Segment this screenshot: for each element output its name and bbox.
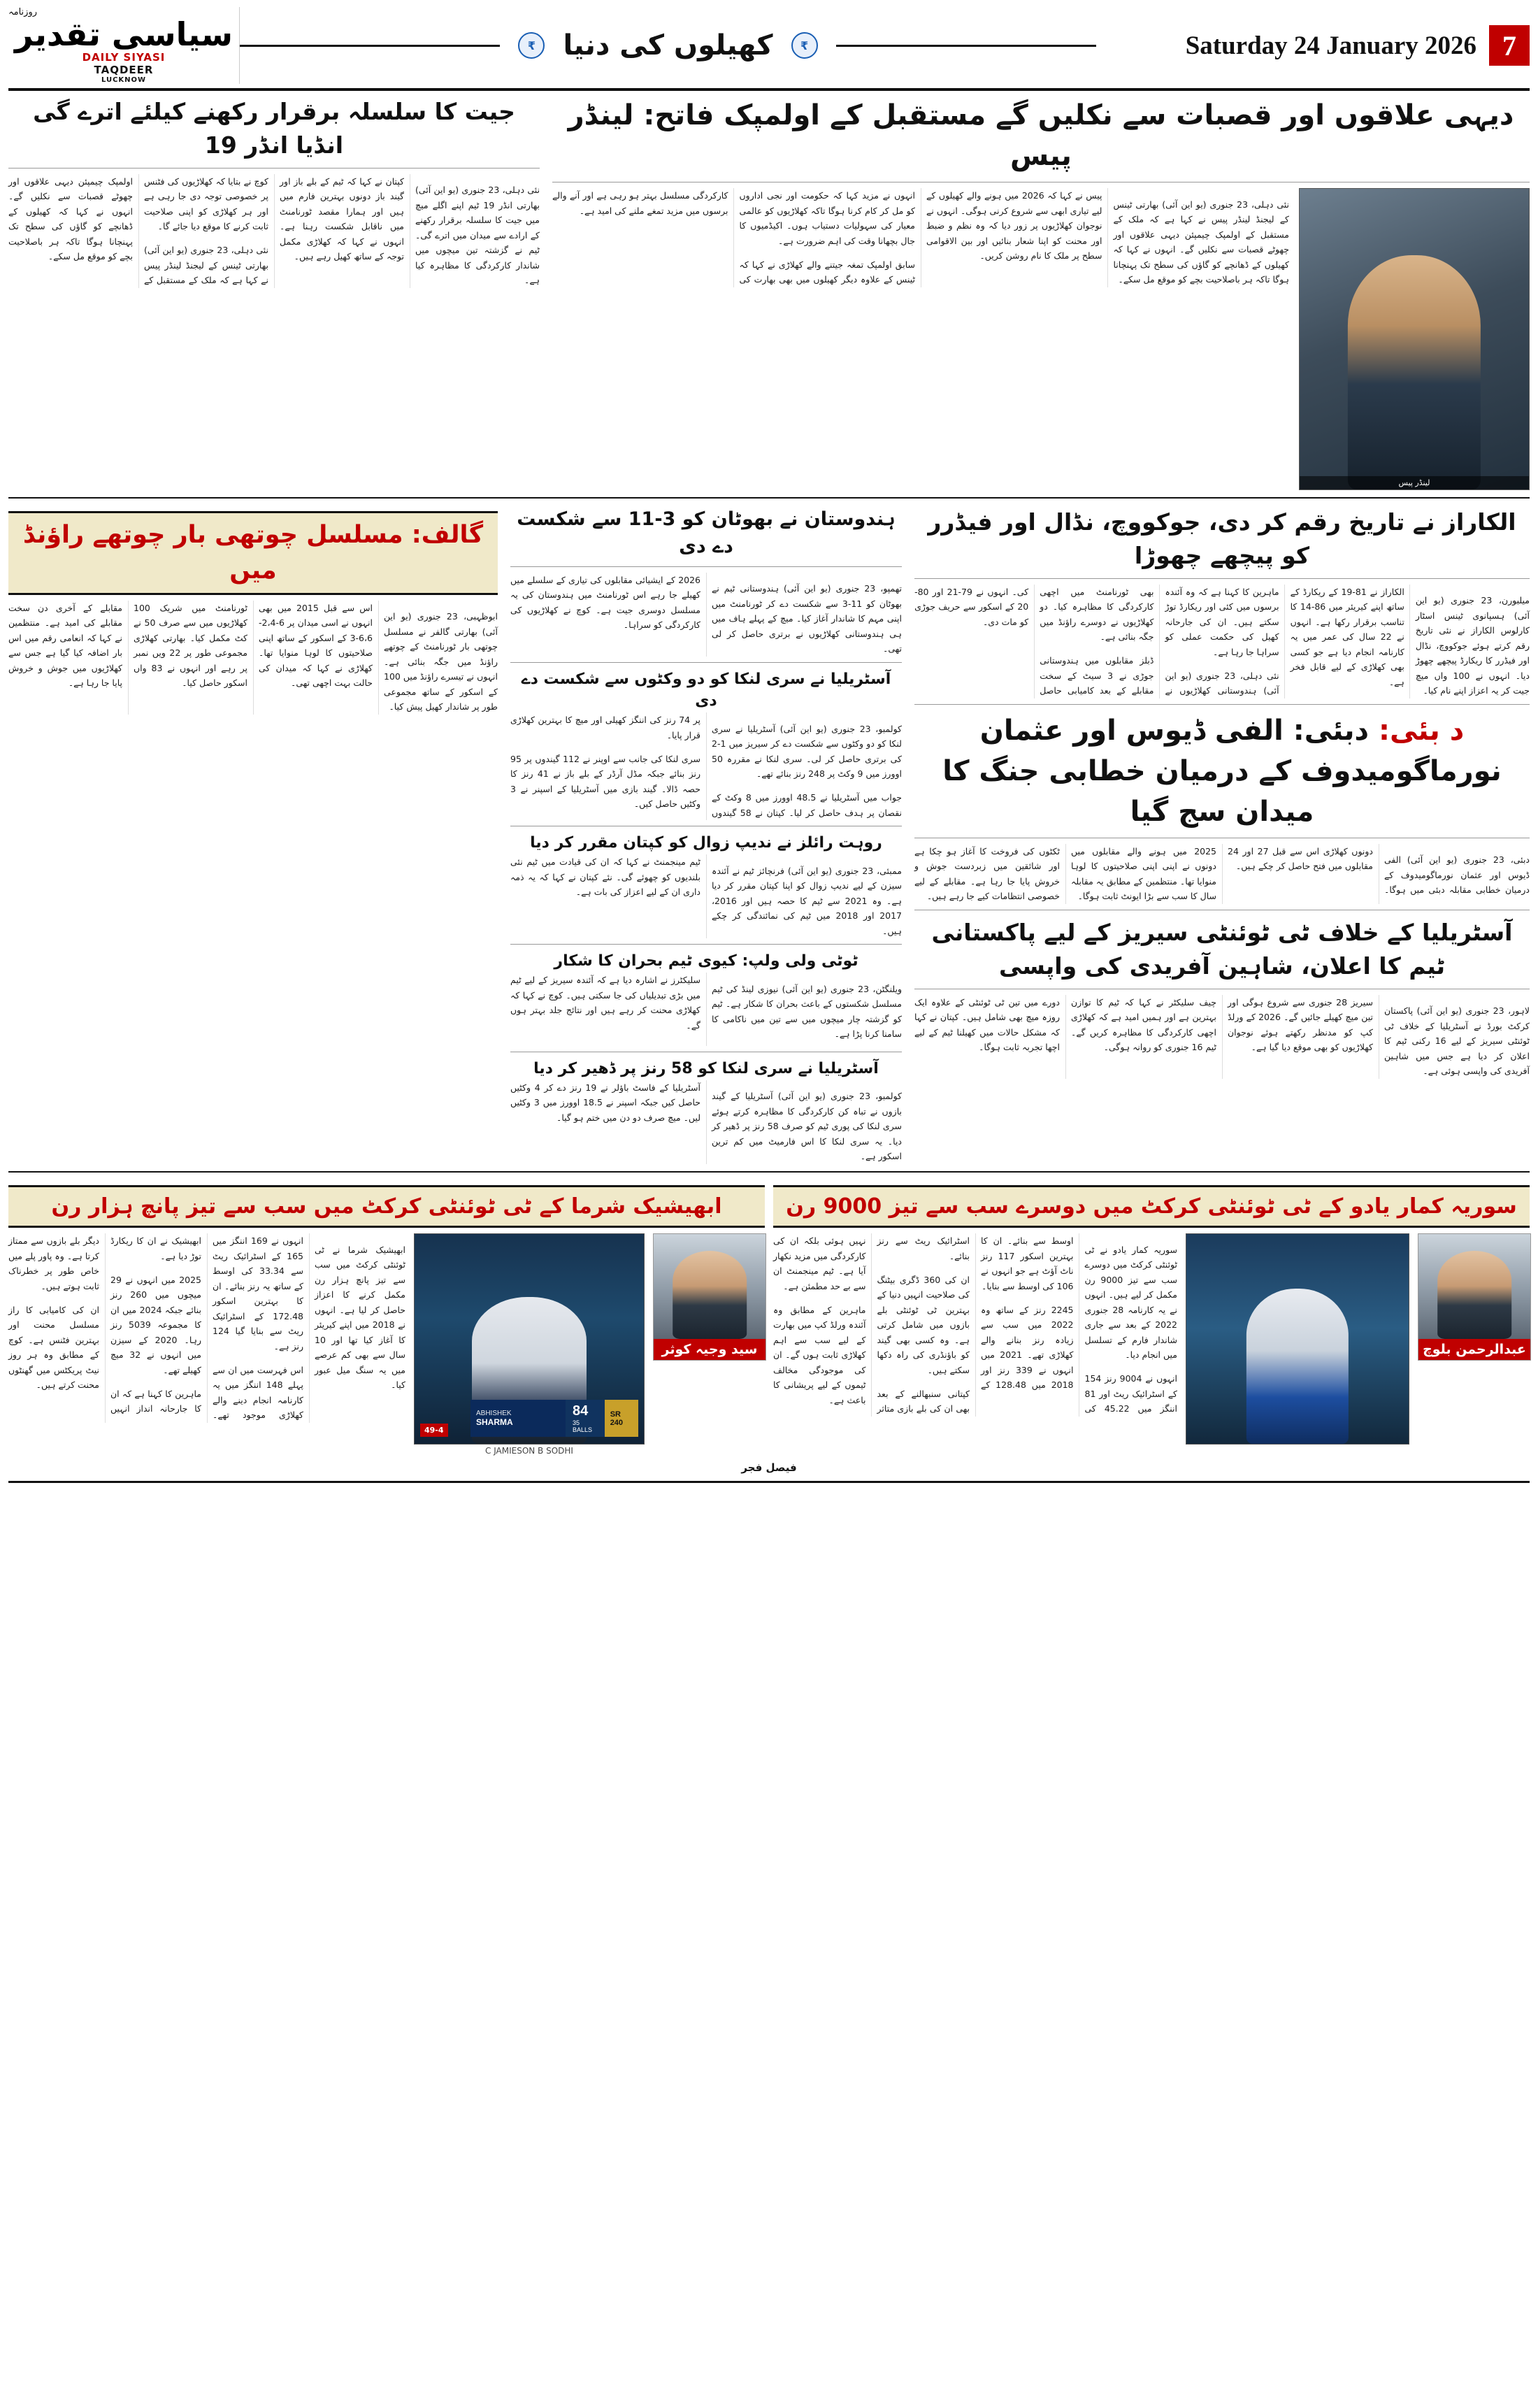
bhutan-section bbox=[510, 506, 902, 1163]
paragraph: ڈبلز مقابلوں میں ہندوستانی جوڑی نے 3 سیٹ کے سخت مقابلے کے بعد کامیابی حاصل کی۔ انہوں نے 79-21 اور 80-20 کے اسکور سے حریف جوڑی کو مات دی۔ bbox=[914, 586, 1154, 696]
columnist-card bbox=[653, 1233, 766, 1361]
paragraph: کپتانی سنبھالنے کے بعد بھی ان کی بلے بازی متاثر نہیں ہوئی بلکہ ان کی کارکردگی میں مزید نکھار آیا ہے۔ ٹیم مینجمنٹ ان سے بے حد مطمئن ہے۔ bbox=[773, 1235, 970, 1414]
paragraph: ابوظہبی، 23 جنوری (یو این آئی) بھارتی گالفر نے مسلسل چوتھی بار ٹورنامنٹ کے چوتھے راؤنڈ میں جگہ بنائی ہے۔ انہوں نے تیسرے راؤنڈ میں 100 کے اسکور کے ساتھ مجموعی طور پر شاندار کھیل پیش کیا۔ bbox=[384, 611, 498, 712]
paragraph: سوریہ کمار یادو نے ٹی ٹوئنٹی کرکٹ میں دوسرے سب سے تیز 9000 رن مکمل کر لیے ہیں۔ انہوں نے یہ کارنامہ 28 جنوری 2022 کے بعد سے جاری شاندار فارم کے تسلسل میں انجام دیا۔ bbox=[1084, 1244, 1177, 1361]
paragraph: انہوں نے 9004 رنز 154 کے اسٹرائیک ریٹ اور 81 اننگز میں 45.22 کی اوسط سے بنائے۔ ان کا بہترین اسکور 117 رنز ناٹ آؤٹ ہے جو انہوں نے 106 کی اوسط سے بنایا۔ bbox=[981, 1235, 1177, 1414]
psl-headline: آسٹریلیا کے خلاف ٹی ٹوئنٹی سیریز کے لیے پاکستانی ٹیم کا اعلان، شاہین آفریدی کی واپسی bbox=[931, 918, 1513, 980]
royals-captain-headline: روہت رائلز نے ندیپ زوال کو کپتان مقرر کر دیا bbox=[530, 834, 882, 852]
columnist-portrait bbox=[654, 1234, 766, 1339]
athlete-photo bbox=[1299, 188, 1530, 490]
paragraph: تھمپو، 23 جنوری (یو این آئی) ہندوستانی ٹیم نے بھوٹان کو 11-3 سے شکست دے کر ٹورنامنٹ میں اپنی مہم کا شاندار آغاز کیا۔ میچ کے پہلے ہاف میں ہی ہندوستانی کھلاڑیوں نے برتری حاصل کر لی تھی۔ bbox=[712, 583, 902, 654]
score-badge: 49-4 bbox=[420, 1424, 448, 1437]
paragraph: نئی دہلی، 23 جنوری (یو این آئی) بھارتی انڈر 19 ٹیم اپنے اگلے میچ میں جیت کا سلسلہ برقرار رکھنے کے ارادے سے میدان میں اترے گی۔ ٹیم نے گزشتہ تین میچوں میں شاندار کارکردگی کا مظاہرہ کیا ہے۔ bbox=[415, 185, 540, 286]
dubai-headline bbox=[914, 710, 1530, 832]
issue-date: Saturday 24 January 2026 bbox=[1185, 31, 1476, 60]
paragraph: 2026 کے ایشیائی مقابلوں کی تیاری کے سلسلے میں کھیلے جا رہے اس ٹورنامنٹ میں ہندوستان کی یہ مسلسل دوسری جیت ہے۔ کوچ نے کھلاڑیوں کی کارکردگی کو سراہا۔ bbox=[510, 574, 700, 631]
kiwi-crisis-headline: ٹوٹی ولی ولپ: کیوی ٹیم بحران کا شکار bbox=[554, 952, 858, 970]
aus-sl-body bbox=[510, 712, 902, 820]
page-number: 7 bbox=[1489, 25, 1530, 66]
suryakumar-headline: سوریہ کمار یادو کے ٹی ٹوئنٹی کرکٹ میں دوسرے سب سے تیز 9000 رن bbox=[786, 1194, 1517, 1219]
psl-body bbox=[914, 995, 1530, 1079]
paragraph: کپتان نے کہا کہ ٹیم کے بلے باز اور گیند باز دونوں بہترین فارم میں ہیں اور ہمارا مقصد ٹورنامنٹ میں ناقابل شکست رہنا ہے۔ انہوں نے کہا کہ کھلاڑی مکمل توجہ کے ساتھ کھیل رہے ہیں۔ bbox=[280, 175, 404, 262]
photo-subject bbox=[1348, 255, 1481, 489]
paragraph: سابق اولمپک تمغہ جیتنے والے کھلاڑی نے کہا کہ ٹینس کے علاوہ دیگر کھیلوں میں بھی بھارت کی کارکردگی مسلسل بہتر ہو رہی ہے اور آنے والے برسوں میں مزید تمغے ملنے کی امید ہے۔ bbox=[552, 190, 915, 285]
golf-section bbox=[8, 506, 498, 1163]
paragraph: جواب میں آسٹریلیا نے 48.5 اوورز میں 8 وکٹ کے نقصان پر ہدف حاصل کر لیا۔ کپتان نے 58 گیندوں پر 74 رنز کی اننگز کھیلی اور میچ کا بہترین کھلاڑی قرار پایا۔ bbox=[510, 715, 903, 818]
alcaraz-headline: الکاراز نے تاریخ رقم کر دی، جوکووچ، نڈال اور فیڈرر کو پیچھے چھوڑا bbox=[928, 508, 1516, 570]
kiwi-crisis-body bbox=[510, 973, 902, 1046]
divider bbox=[914, 704, 1530, 705]
lead-right-body bbox=[552, 188, 1289, 287]
scorebug-runs bbox=[566, 1400, 605, 1437]
logo-main-text: سیاسی تقدیر bbox=[15, 15, 233, 53]
paragraph: نئی دہلی، 23 جنوری (یو این آئی) بھارتی ٹینس کے لیجنڈ لینڈر پیس نے کہا ہے کہ ملک کے مستقبل کے اولمپک چیمپئن دیہی علاقوں اور چھوٹے قصبات سے نکلیں گے۔ انہوں نے کہا کہ کھیلوں کے ڈھانچے کو گاؤں کی سطح تک پہنچانا ہوگا تاکہ ہر باصلاحیت بچے کو موقع مل سکے۔ bbox=[8, 175, 268, 286]
suryakumar-yadav-celebration-photo bbox=[1186, 1233, 1409, 1445]
photo-caption: لینڈر پیس bbox=[1300, 476, 1529, 489]
paragraph: کولمبو، 23 جنوری (یو این آئی) آسٹریلیا کے گیند بازوں نے تباہ کن کارکردگی کا مظاہرہ کرتے ہوئے سری لنکا کی پوری ٹیم کو صرف 58 رنز پر ڈھیر کر دیا۔ یہ سری لنکا کا اس فارمیٹ میں کم ترین اسکور ہے۔ bbox=[712, 1091, 902, 1162]
paragraph: مقابلے کے آخری دن سخت مقابلے کی امید ہے۔ منتظمین نے کہا کہ انعامی رقم میں اس بار اضافہ کیا گیا ہے جس سے کھلاڑیوں میں جوش و خروش پایا جا رہا ہے۔ bbox=[8, 602, 122, 689]
coin-icon: ₹ bbox=[518, 32, 545, 59]
paragraph: ٹورنامنٹ میں شریک 100 کھلاڑیوں میں سے صرف 50 نے کٹ مکمل کیا۔ بھارتی کھلاڑی مجموعی طور پر 22 ویں نمبر پر رہے اور انہوں نے 83 واں اسکور حاصل کیا۔ bbox=[134, 602, 247, 689]
paragraph: نئی دہلی، 23 جنوری (یو این آئی) ہندوستانی کھلاڑیوں نے بھی ٹورنامنٹ میں اچھی کارکردگی کا مظاہرہ کیا۔ دو کھلاڑیوں نے دوسرے راؤنڈ میں جگہ بنائی ہے۔ bbox=[1040, 586, 1279, 696]
paragraph: ان کی کامیابی کا راز مسلسل محنت اور بہترین فٹنس ہے۔ کوچ کے مطابق وہ ہر روز نیٹ پریکٹس میں گھنٹوں محنت کرتے ہیں۔ bbox=[8, 1304, 99, 1391]
masthead bbox=[8, 7, 1530, 91]
runs-value: 84 bbox=[573, 1403, 589, 1419]
columnist-card bbox=[1418, 1233, 1531, 1361]
paragraph: ویلنگٹن، 23 جنوری (یو این آئی) نیوزی لینڈ کی ٹیم مسلسل شکستوں کے باعث بحران کا شکار ہے۔ ٹیم کو گزشتہ چار میچوں میں سے تین میں ناکامی کا سامنا کرنا پڑا ہے۔ bbox=[712, 983, 903, 1040]
logo-sub-text bbox=[8, 51, 239, 84]
paragraph: اس سے قبل 2015 میں بھی انہوں نے اسی میدان پر 6-2،4-6،6-3 کے اسکور کے ساتھ اپنی صلاحیتوں کا لوہا منوایا تھا۔ کھلاڑی نے کہا کہ میدان کی حالت بہت اچھی تھی۔ bbox=[259, 602, 373, 689]
paragraph: ان کی 360 ڈگری بیٹنگ کی صلاحیت انہیں دنیا کے بہترین ٹی ٹوئنٹی بلے بازوں میں شامل کرتی ہے۔ وہ کسی بھی گیند کو باؤنڈری کی راہ دکھا سکتے ہیں۔ bbox=[877, 1274, 970, 1375]
scorebug-extra bbox=[605, 1400, 638, 1437]
logo-top-text: روزنامہ bbox=[8, 7, 37, 17]
mid-band bbox=[8, 506, 1530, 1172]
golf-body bbox=[8, 601, 498, 715]
abhishek-feature bbox=[8, 1180, 765, 1456]
dubai-body bbox=[914, 844, 1530, 904]
suryakumar-body bbox=[773, 1233, 1177, 1417]
photo-subject bbox=[1246, 1289, 1349, 1444]
lead-left-body bbox=[8, 174, 540, 288]
paragraph: ٹکٹوں کی فروخت کا آغاز ہو چکا ہے اور شائقین میں زبردست جوش و خروش پایا جا رہا ہے۔ مقابلے کے لیے خصوصی انتظامات کیے جا رہے ہیں۔ bbox=[914, 845, 1060, 902]
paragraph: ماہرین کے مطابق وہ آئندہ ورلڈ کپ میں بھارت کے لیے سب سے اہم کھلاڑی ثابت ہوں گے۔ ان کی موجودگی مخالف ٹیموں کے لیے پریشانی کا باعث ہے۔ bbox=[773, 1304, 866, 1405]
scorebug-player bbox=[470, 1400, 566, 1437]
paragraph: لاہور، 23 جنوری (یو این آئی) پاکستان کرکٹ بورڈ نے آسٹریلیا کے خلاف ٹی ٹوئنٹی سیریز کے لیے 16 رکنی ٹیم کا اعلان کر دیا ہے جس میں شاہین آفریدی کی واپسی ہوئی ہے۔ bbox=[1384, 1005, 1530, 1077]
balls-value: 35 BALLS bbox=[573, 1419, 593, 1434]
alcaraz-body bbox=[914, 585, 1530, 698]
abhishek-headline: ابھیشیک شرما کے ٹی ٹوئنٹی کرکٹ میں سب سے تیز پانچ ہزار رن bbox=[51, 1194, 722, 1219]
divider bbox=[914, 578, 1530, 579]
portrait-figure bbox=[673, 1251, 747, 1339]
lead-headline-left: جیت کا سلسلہ برقرار رکھنے کیلئے اترے گی انڈیا انڈر 19 bbox=[33, 98, 515, 159]
right-stack bbox=[914, 506, 1530, 1163]
columnist-portrait bbox=[1418, 1234, 1530, 1339]
coin-icon: ₹ bbox=[791, 32, 818, 59]
footer-divider bbox=[8, 1481, 1530, 1483]
publication-logo bbox=[8, 7, 240, 84]
player-last-name: SHARMA bbox=[476, 1417, 513, 1428]
logo-sub-red: DAILY SIYASI bbox=[82, 51, 166, 64]
abhishek-sharma-batting-photo bbox=[414, 1233, 645, 1445]
paragraph: ممبئی، 23 جنوری (یو این آئی) فرنچائز ٹیم نے آئندہ سیزن کے لیے ندیپ زوال کو اپنا کپتان مقرر کر دیا ہے۔ وہ 2021 سے ٹیم کا حصہ ہیں اور 2016، 2017 اور 2018 میں ٹیم کی نمائندگی کر چکے ہیں۔ bbox=[712, 865, 902, 936]
sl-collapse-body bbox=[510, 1080, 902, 1164]
bottom-features bbox=[8, 1180, 1530, 1456]
masthead-right bbox=[1096, 7, 1530, 84]
scorebug bbox=[470, 1400, 638, 1437]
paragraph: سیریز 28 جنوری سے شروع ہوگی اور تین میچ کھیلے جائیں گے۔ 2026 کے ورلڈ کپ کو مدنظر رکھتے ہوئے نوجوان کھلاڑیوں کو بھی موقع دیا گیا ہے۔ bbox=[1228, 996, 1373, 1053]
bhutan-headline: ہندوستان نے بھوٹان کو 3-11 سے شکست دے دی bbox=[517, 508, 896, 558]
aus-sl-headline: آسٹریلیا نے سری لنکا کو دو وکٹوں سے شکست دے دی bbox=[521, 670, 891, 710]
divider-right bbox=[836, 45, 1096, 47]
paragraph: 2245 رنز کے ساتھ وہ 2022 میں سب سے زیادہ رنز بنانے والے کھلاڑی تھے۔ 2021 میں انہوں نے 339 رنز اور 2018 میں 128.48 کے اسٹرائیک ریٹ سے رنز بنائے۔ bbox=[877, 1235, 1074, 1391]
divider bbox=[8, 168, 540, 169]
portrait-figure bbox=[1437, 1251, 1511, 1339]
abhishek-banner bbox=[8, 1185, 765, 1228]
paragraph: آسٹریلیا کے فاسٹ باؤلر نے 19 رنز دے کر 4 وکٹیں حاصل کیں جبکہ اسپنر نے 18.5 اوورز میں 3 وکٹیں لیں۔ میچ صرف دو دن میں ختم ہو گیا۔ bbox=[510, 1082, 701, 1123]
lead-section bbox=[8, 95, 1530, 499]
suryakumar-feature bbox=[773, 1180, 1530, 1456]
paragraph: اس فہرست میں ان سے پہلے 148 اننگز میں یہ کارنامہ انجام دینے والے کھلاڑی موجود تھے۔ ابھیشیک نے ان کا ریکارڈ توڑ دیا ہے۔ bbox=[110, 1235, 303, 1421]
dismissal-text: C JAMIESON B SODHI bbox=[485, 1446, 573, 1456]
masthead-center bbox=[240, 7, 1096, 84]
dubai-headline-text: دبئی: الفی ڈیوس اور عثمان نورماگومیدوف کے درمیان خطابی جنگ کا میدان سج گیا bbox=[942, 714, 1502, 828]
sl-collapse-headline: آسٹریلیا نے سری لنکا کو 58 رنز پر ڈھیر کر دیا bbox=[533, 1059, 879, 1077]
paragraph: کولمبو، 23 جنوری (یو این آئی) آسٹریلیا نے سری لنکا کو دو وکٹوں سے شکست دے کر سیریز میں 1-2 کی برتری حاصل کر لی۔ سری لنکا نے مقررہ 50 اوورز میں 9 وکٹ پر 248 رنز بنائے تھے۔ bbox=[712, 723, 902, 780]
paragraph: میلبورن، 23 جنوری (یو این آئی) ہسپانوی ٹینس اسٹار کارلوس الکاراز نے نئی تاریخ رقم کرتے ہوئے جوکووچ، نڈال اور فیڈرر کا ریکارڈ پیچھے چھوڑ دیا۔ انہوں نے 100 واں میچ جیت کر یہ اعزاز اپنے نام کیا۔ bbox=[1415, 595, 1530, 696]
paragraph: پیس نے کہا کہ 2026 میں ہونے والے کھیلوں کے لیے تیاری ابھی سے شروع کرنی ہوگی۔ انہوں نے نوجوان کھلاڑیوں پر زور دیا کہ وہ نظم و ضبط اور محنت کو اپنا شعار بنائیں اور بین الاقوامی سطح پر ملک کا نام روشن کریں۔ bbox=[926, 190, 1102, 261]
paragraph: انہوں نے 169 اننگز میں 165 کے اسٹرائیک ریٹ سے 33.34 کی اوسط کے ساتھ یہ رنز بنائے۔ ان کا بہترین اسکور 172.48 کے اسٹرائیک ریٹ سے بنایا گیا 124 رنز ہے۔ bbox=[213, 1235, 303, 1352]
golf-banner bbox=[8, 511, 498, 595]
paragraph: ماہرین کا کہنا ہے کہ وہ آئندہ برسوں میں کئی اور ریکارڈ توڑ سکتے ہیں۔ ان کی جارحانہ کھیل کی حکمت عملی کو سراہا جا رہا ہے۔ bbox=[1165, 586, 1279, 657]
paragraph: سری لنکا کی جانب سے اوپنر نے 112 گیندوں پر 95 رنز بنائے جبکہ مڈل آرڈر کے بلے باز نے 41 رنز کا حصہ ڈالا۔ گیند بازی میں آسٹریلیا کے اسپنر نے 3 وکٹیں حاصل کیں۔ bbox=[510, 753, 700, 810]
paragraph: چیف سلیکٹر نے کہا کہ ٹیم کا توازن بہترین ہے اور ہمیں امید ہے کہ کھلاڑی اچھی کارکردگی کا مظاہرہ کریں گے۔ ٹیم 16 جنوری کو روانہ ہوگی۔ bbox=[1071, 996, 1216, 1053]
paragraph: نئی دہلی، 23 جنوری (یو این آئی) بھارتی ٹینس کے لیجنڈ لینڈر پیس نے کہا ہے کہ ملک کے مستقبل کے اولمپک چیمپئن دیہی علاقوں اور چھوٹے قصبات سے نکلیں گے۔ انہوں نے کہا کہ کھیلوں کے ڈھانچے کو گاؤں کی سطح تک پہنچانا ہوگا تاکہ ہر باصلاحیت بچے کو موقع مل سکے۔ bbox=[1113, 199, 1289, 285]
suryakumar-banner bbox=[773, 1185, 1530, 1228]
royals-captain-body bbox=[510, 854, 902, 938]
paragraph: 2025 میں انہوں نے 29 میچوں میں 260 رنز بنائے جبکہ 2024 میں ان کا مجموعہ 5039 رنز رہا۔ 2020 کے سیزن میں انہوں نے 32 میچ کھیلے تھے۔ bbox=[110, 1274, 202, 1375]
paragraph: سلیکٹرز نے اشارہ دیا ہے کہ آئندہ سیریز کے لیے ٹیم میں بڑی تبدیلیاں کی جا سکتی ہیں۔ کوچ نے کہا کہ کھلاڑی محنت کر رہے ہیں اور نتائج جلد بہتر ہوں گے۔ bbox=[510, 975, 700, 1031]
divider-left bbox=[240, 45, 500, 47]
golf-headline: گالف: مسلسل چوتھی بار چوتھے راؤنڈ میں bbox=[22, 521, 484, 585]
lead-headline-right: دیہی علاقوں اور قصبات سے نکلیں گے مستقبل کے اولمپک فاتح: لینڈر پیس bbox=[568, 99, 1514, 173]
logo-city: LUCKNOW bbox=[101, 76, 147, 85]
paragraph: 2025 میں ہونے والے مقابلوں میں دونوں نے اپنی اپنی صلاحیتوں کا لوہا منوایا تھا۔ منتظمین کے مطابق یہ مقابلہ سال کا سب سے بڑا ایونٹ ثابت ہوگا۔ bbox=[1071, 845, 1216, 902]
divider bbox=[510, 944, 902, 945]
divider bbox=[510, 662, 902, 663]
divider bbox=[510, 566, 902, 567]
section-title: کھیلوں کی دنیا bbox=[563, 29, 773, 62]
paragraph: دبئی، 23 جنوری (یو این آئی) الفی ڈیوس اور عثمان نورماگومیدوف کے درمیان خطابی مقابلہ دبئی میں ہوگا۔ دونوں کھلاڑی اس سے قبل 27 اور 24 مقابلوں میں فتح حاصل کر چکے ہیں۔ bbox=[1228, 845, 1530, 896]
paragraph: انہوں نے مزید کہا کہ حکومت اور نجی اداروں کو مل کر کام کرنا ہوگا تاکہ کھلاڑیوں کو عالمی معیار کی سہولیات دستیاب ہوں۔ اکیڈمیوں کا جال بچھانا وقت کی اہم ضرورت ہے۔ bbox=[739, 190, 915, 246]
paragraph: دورے میں تین ٹی ٹوئنٹی کے علاوہ ایک روزہ میچ بھی شامل ہیں۔ کپتان نے کہا کہ مشکل حالات میں کھیلنا ٹیم کے لیے اچھا تجربہ ثابت ہوگا۔ bbox=[914, 996, 1060, 1053]
strike-rate: SR 240 bbox=[610, 1410, 624, 1427]
columnist-name: سید وجیہ کوثر bbox=[654, 1339, 766, 1360]
page-credit: فیصل فجر bbox=[741, 1461, 797, 1475]
paragraph: کوچ نے بتایا کہ کھلاڑیوں کی فٹنس پر خصوصی توجہ دی جا رہی ہے اور ہر کھلاڑی کو اپنی صلاحیت ثابت کرنے کا موقع دیا جائے گا۔ bbox=[144, 175, 268, 232]
columnist-name: عبدالرحمن بلوچ bbox=[1418, 1339, 1530, 1360]
paragraph: ماہرین کا کہنا ہے کہ ان کا جارحانہ انداز انہیں دیگر بلے بازوں سے ممتاز کرتا ہے۔ وہ پاور پلے میں خاص طور پر خطرناک ثابت ہوتے ہیں۔ bbox=[8, 1235, 201, 1414]
paragraph: الکاراز نے 81-19 کے ریکارڈ کے ساتھ اپنے کیریئر میں 86-14 کا تناسب برقرار رکھا ہے۔ انہوں نے 22 سال کی عمر میں یہ کارنامہ انجام دیا ہے جو کسی بھی کھلاڑی کے لیے قابل فخر ہے۔ bbox=[1290, 586, 1404, 687]
player-first-name: ABHISHEK bbox=[476, 1410, 512, 1418]
paragraph: ابھیشیک شرما نے ٹی ٹوئنٹی کرکٹ میں سب سے تیز پانچ ہزار رن مکمل کرنے کا اعزاز حاصل کر لیا ہے۔ انہوں نے 2018 میں اپنے کیریئر کا آغاز کیا تھا اور 10 سال سے بھی کم عرصے میں یہ سنگ میل عبور کیا۔ bbox=[315, 1244, 405, 1391]
paragraph: ٹیم مینجمنٹ نے کہا کہ ان کی قیادت میں ٹیم نئی بلندیوں کو چھوئے گی۔ نئے کپتان نے کہا کہ یہ ذمہ داری ان کے لیے اعزاز کی بات ہے۔ bbox=[510, 857, 700, 898]
dubai-dateline: د بئی: bbox=[1369, 714, 1465, 747]
bhutan-body bbox=[510, 573, 902, 657]
abhishek-body bbox=[8, 1233, 405, 1423]
logo-sub-black: TAQDEER bbox=[94, 64, 154, 77]
